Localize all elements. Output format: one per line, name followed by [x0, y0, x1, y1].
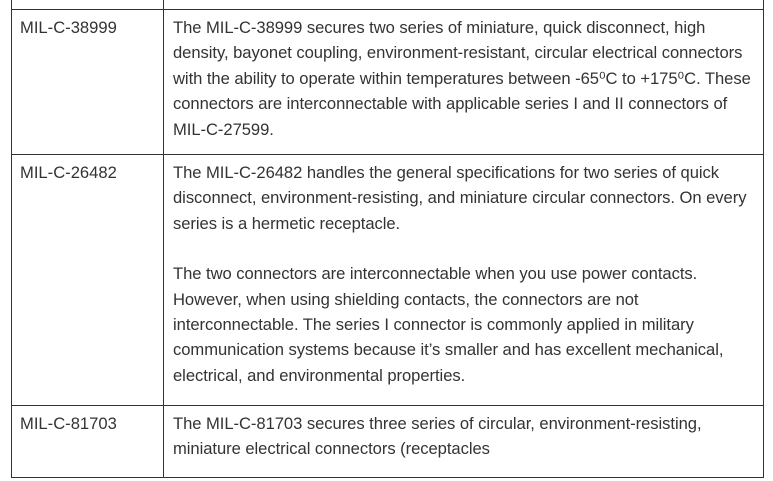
- spec-description-paragraph: The two connectors are interconnectable when you use power contacts. However, when using shielding contacts, the connectors are not interconnectable. The series I connector is commonly applied in military communication systems because it’s smaller and has excellent mechanical, electrical, and environmental properties.: [173, 264, 724, 385]
- spec-name: MIL-C-81703: [20, 414, 117, 433]
- table-cell-empty: [12, 0, 164, 10]
- table-row: [12, 406, 764, 478]
- spec-description-paragraph: The MIL-C-81703 secures three series of circular, environment-resisting, miniature electrical connectors (receptacles: [173, 414, 702, 459]
- spec-name: MIL-C-26482: [20, 163, 117, 182]
- spec-name-cell: [12, 10, 164, 155]
- spec-description-paragraph: The MIL-C-38999 secures two series of miniature, quick disconnect, high density, bayonet coupling, environment-resistant, circular electrical connectors with the ability to operate within temperatures between -65⁰C to +175⁰C. These connectors are interconnectable with applicable series I and II connectors of MIL-C-27599.: [173, 18, 751, 139]
- table-row: [12, 155, 764, 406]
- spec-name-cell: [12, 406, 164, 478]
- spec-name-cell: [12, 155, 164, 406]
- spec-description-cell: [164, 155, 764, 406]
- table-cell-empty: [164, 0, 764, 10]
- spec-description-cell: [164, 406, 764, 478]
- table-row-top-cutoff: [12, 0, 764, 10]
- table-row: [12, 10, 764, 155]
- spec-name: MIL-C-38999: [20, 18, 117, 37]
- spec-description-cell: [164, 10, 764, 155]
- connector-spec-table: [11, 0, 764, 478]
- spec-description-paragraph: The MIL-C-26482 handles the general specifications for two series of quick disconnect, environment-resisting, and miniature circular connectors. On every series is a hermetic receptacle.: [173, 163, 747, 233]
